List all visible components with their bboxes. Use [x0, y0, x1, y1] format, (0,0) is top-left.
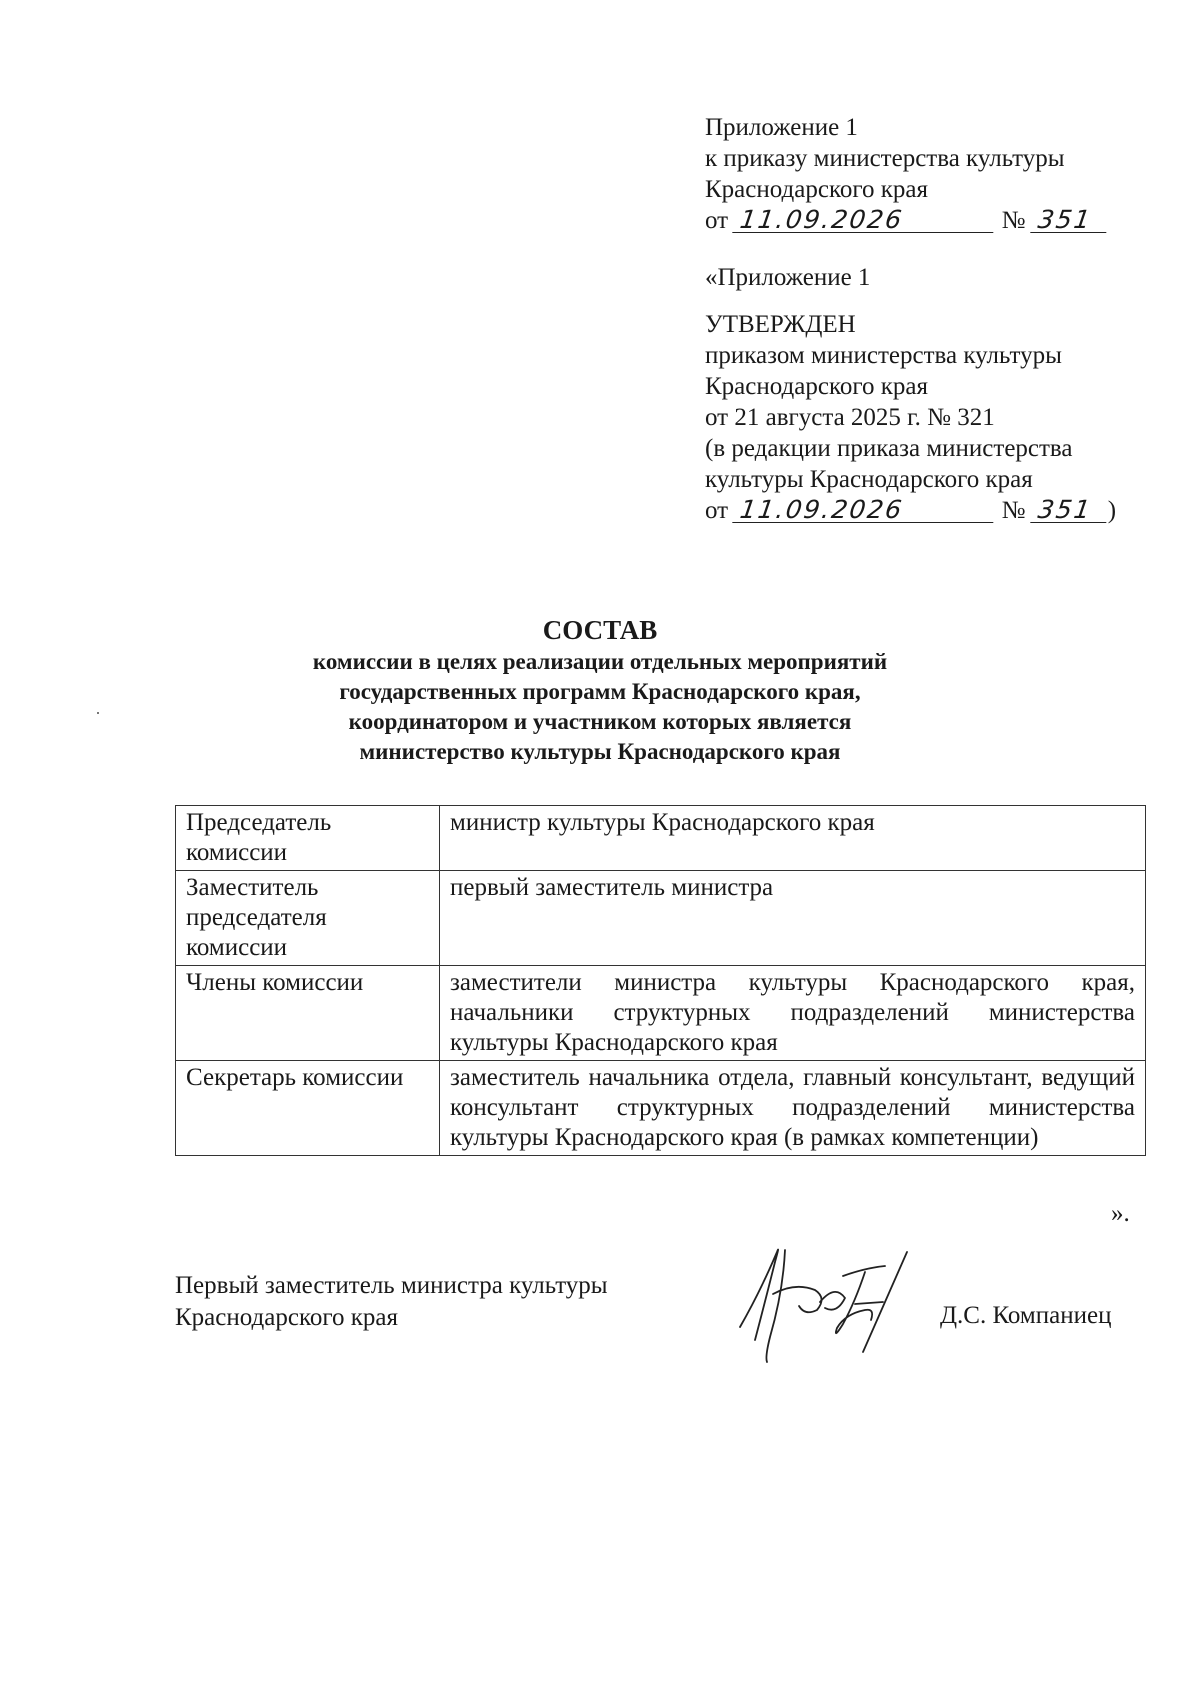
handwritten-date: 11.09.2026: [733, 498, 998, 523]
scan-speck: [97, 712, 99, 714]
description-cell: заместитель начальника отдела, главный консультант, ведущий консультант структурных подразделений министерства культуры Краснодарского края (в рамках компетенции): [440, 1061, 1146, 1156]
signatory-position-line-1: Первый заместитель министра культуры: [175, 1272, 608, 1299]
handwritten-date: 11.09.2026: [733, 208, 998, 233]
approval-line-2: Краснодарского края: [705, 373, 928, 400]
description-cell: первый заместитель министра: [440, 871, 1146, 966]
signatory-name: Д.С. Компаниец: [940, 1302, 1112, 1329]
role-cell: Секретарь комиссии: [176, 1061, 440, 1156]
handwritten-signature: [725, 1232, 935, 1372]
appendix-date-number-line: [705, 205, 1145, 236]
number-prefix: №: [1001, 207, 1026, 234]
approval-line-4: (в редакции приказа министерства: [705, 435, 1073, 462]
description-cell: министр культуры Краснодарского края: [440, 806, 1146, 871]
appendix-header: [705, 112, 1145, 236]
document-title-block: [150, 613, 1050, 767]
appendix-order-ref: к приказу министерства культуры: [705, 145, 1065, 172]
close-paren: ): [1107, 497, 1117, 524]
approved-label: УТВЕРЖДЕН: [705, 311, 856, 338]
title-line-2: государственных программ Краснодарского края,: [339, 679, 861, 704]
role-cell: Председатель комиссии: [176, 806, 440, 871]
table-row: [176, 806, 1146, 871]
table-row: [176, 871, 1146, 966]
role-cell: Заместитель председателя комиссии: [176, 871, 440, 966]
date-prefix: от: [705, 497, 729, 524]
role-cell: Члены комиссии: [176, 966, 440, 1061]
approval-line-1: приказом министерства культуры: [705, 342, 1062, 369]
number-prefix: №: [1001, 497, 1026, 524]
table-row: [176, 1061, 1146, 1156]
table-row: [176, 966, 1146, 1061]
approval-block: [705, 262, 1145, 526]
approval-date-number-line: [705, 495, 1145, 526]
closing-quote: ».: [1111, 1200, 1130, 1227]
approval-line-5: культуры Краснодарского края: [705, 466, 1033, 493]
appendix-title: Приложение 1: [705, 114, 858, 141]
appendix-region: Краснодарского края: [705, 176, 928, 203]
title-line-1: комиссии в целях реализации отдельных мероприятий: [312, 649, 888, 674]
title-line-4: министерство культуры Краснодарского края: [359, 739, 841, 764]
signatory-position-line-2: Краснодарского края: [175, 1304, 398, 1331]
signatory-position: [175, 1270, 608, 1334]
composition-table: [175, 805, 1146, 1156]
approval-line-3: от 21 августа 2025 г. № 321: [705, 404, 995, 431]
description-cell: заместители министра культуры Краснодарского края, начальники структурных подразделений министерства культуры Краснодарского края: [440, 966, 1146, 1061]
handwritten-number: 351: [1030, 208, 1110, 233]
document-title: СОСТАВ: [542, 615, 658, 645]
date-prefix: от: [705, 207, 729, 234]
handwritten-number: 351: [1030, 498, 1110, 523]
original-appendix-label: «Приложение 1: [705, 264, 871, 291]
title-line-3: координатором и участником которых является: [348, 709, 852, 734]
